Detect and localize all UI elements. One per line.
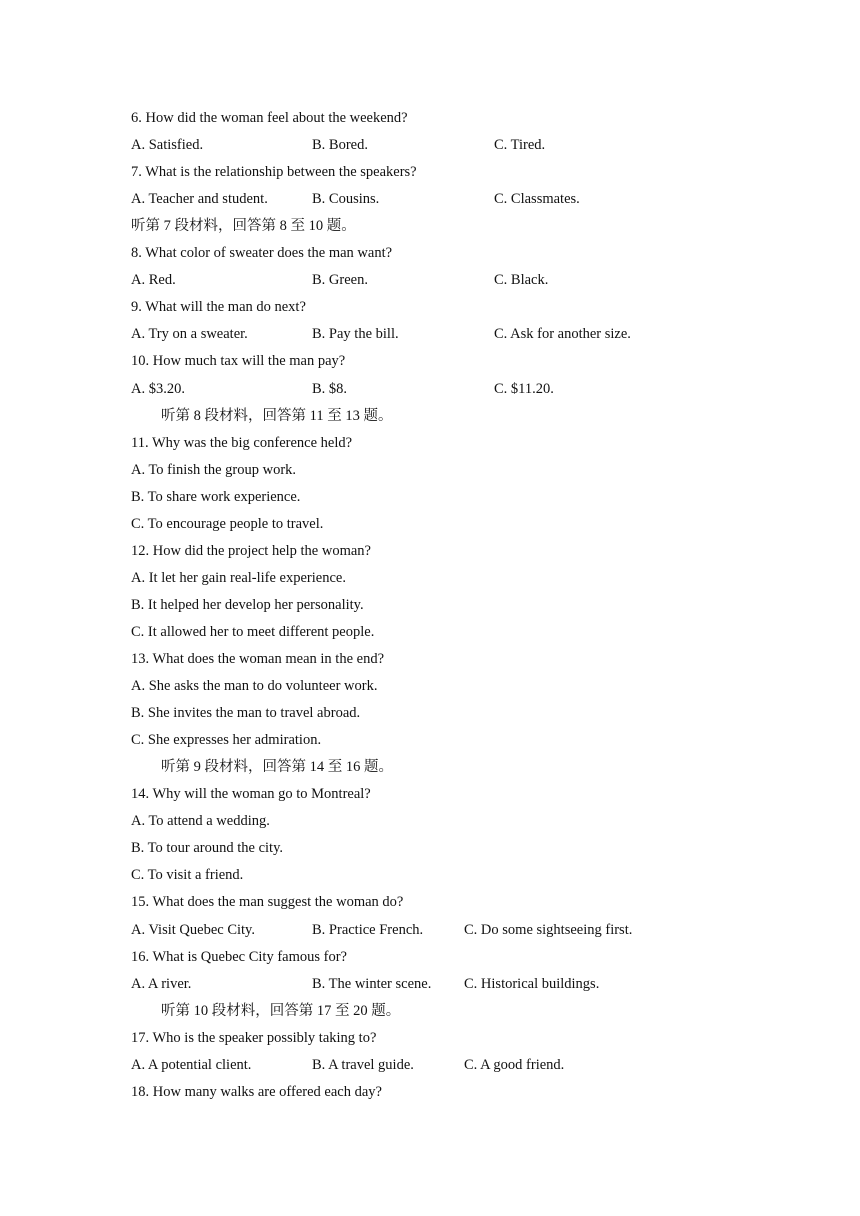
option-row [0, 270, 860, 290]
section-instruction: 听第 8 段材料，回答第 11 至 13 题。 [161, 408, 393, 424]
question-text: 15. What does the man suggest the woman do? [131, 894, 404, 910]
option-row [0, 920, 860, 940]
option-a: A. Satisfied. [131, 137, 204, 153]
question-text: 12. How did the project help the woman? [131, 543, 371, 559]
question-text: 16. What is Quebec City famous for? [131, 949, 347, 965]
option-a: A. A river. [131, 976, 192, 992]
option-b: B. The winter scene. [312, 976, 432, 992]
option-b: B. A travel guide. [312, 1057, 414, 1073]
option-text: A. To attend a wedding. [131, 813, 270, 829]
option-c: C. Do some sightseeing first. [464, 922, 633, 938]
option-a: A. Try on a sweater. [131, 326, 248, 342]
option-row [0, 189, 860, 209]
option-row [0, 379, 860, 399]
option-c: C. Tired. [494, 137, 546, 153]
question-text: 14. Why will the woman go to Montreal? [131, 786, 371, 802]
option-text: B. It helped her develop her personality. [131, 597, 364, 613]
option-text: B. She invites the man to travel abroad. [131, 705, 361, 721]
section-instruction: 听第 10 段材料，回答第 17 至 20 题。 [161, 1003, 401, 1019]
option-text: A. To finish the group work. [131, 462, 297, 478]
option-b: B. Bored. [312, 137, 368, 153]
option-text: C. To encourage people to travel. [131, 516, 324, 532]
option-c: C. $11.20. [494, 381, 554, 397]
question-text: 9. What will the man do next? [131, 299, 306, 315]
option-b: B. Green. [312, 272, 368, 288]
option-b: B. Cousins. [312, 191, 380, 207]
question-text: 8. What color of sweater does the man want? [131, 245, 393, 261]
option-c: C. Black. [494, 272, 549, 288]
option-c: C. Ask for another size. [494, 326, 631, 342]
option-c: C. Classmates. [494, 191, 580, 207]
section-instruction: 听第 9 段材料，回答第 14 至 16 题。 [161, 759, 393, 775]
option-b: B. Practice French. [312, 922, 424, 938]
option-text: A. It let her gain real-life experience. [131, 570, 346, 586]
question-text: 17. Who is the speaker possibly taking to? [131, 1030, 377, 1046]
option-a: A. A potential client. [131, 1057, 252, 1073]
option-a: A. Red. [131, 272, 176, 288]
question-text: 18. How many walks are offered each day? [131, 1084, 382, 1100]
option-row [0, 974, 860, 994]
option-b: B. $8. [312, 381, 348, 397]
question-text: 10. How much tax will the man pay? [131, 353, 346, 369]
option-a: A. $3.20. [131, 381, 185, 397]
option-text: B. To share work experience. [131, 489, 301, 505]
option-row [0, 1055, 860, 1075]
option-c: C. Historical buildings. [464, 976, 600, 992]
option-b: B. Pay the bill. [312, 326, 399, 342]
option-text: C. It allowed her to meet different people. [131, 624, 375, 640]
option-row [0, 135, 860, 155]
option-text: C. She expresses her admiration. [131, 732, 322, 748]
option-text: A. She asks the man to do volunteer work. [131, 678, 378, 694]
question-text: 11. Why was the big conference held? [131, 435, 353, 451]
option-a: A. Teacher and student. [131, 191, 268, 207]
option-text: C. To visit a friend. [131, 867, 244, 883]
option-c: C. A good friend. [464, 1057, 565, 1073]
option-row [0, 324, 860, 344]
option-a: A. Visit Quebec City. [131, 922, 255, 938]
question-text: 7. What is the relationship between the speakers? [131, 164, 417, 180]
option-text: B. To tour around the city. [131, 840, 284, 856]
question-text: 6. How did the woman feel about the weekend? [131, 110, 408, 126]
section-instruction: 听第 7 段材料，回答第 8 至 10 题。 [131, 218, 356, 234]
question-text: 13. What does the woman mean in the end? [131, 651, 385, 667]
